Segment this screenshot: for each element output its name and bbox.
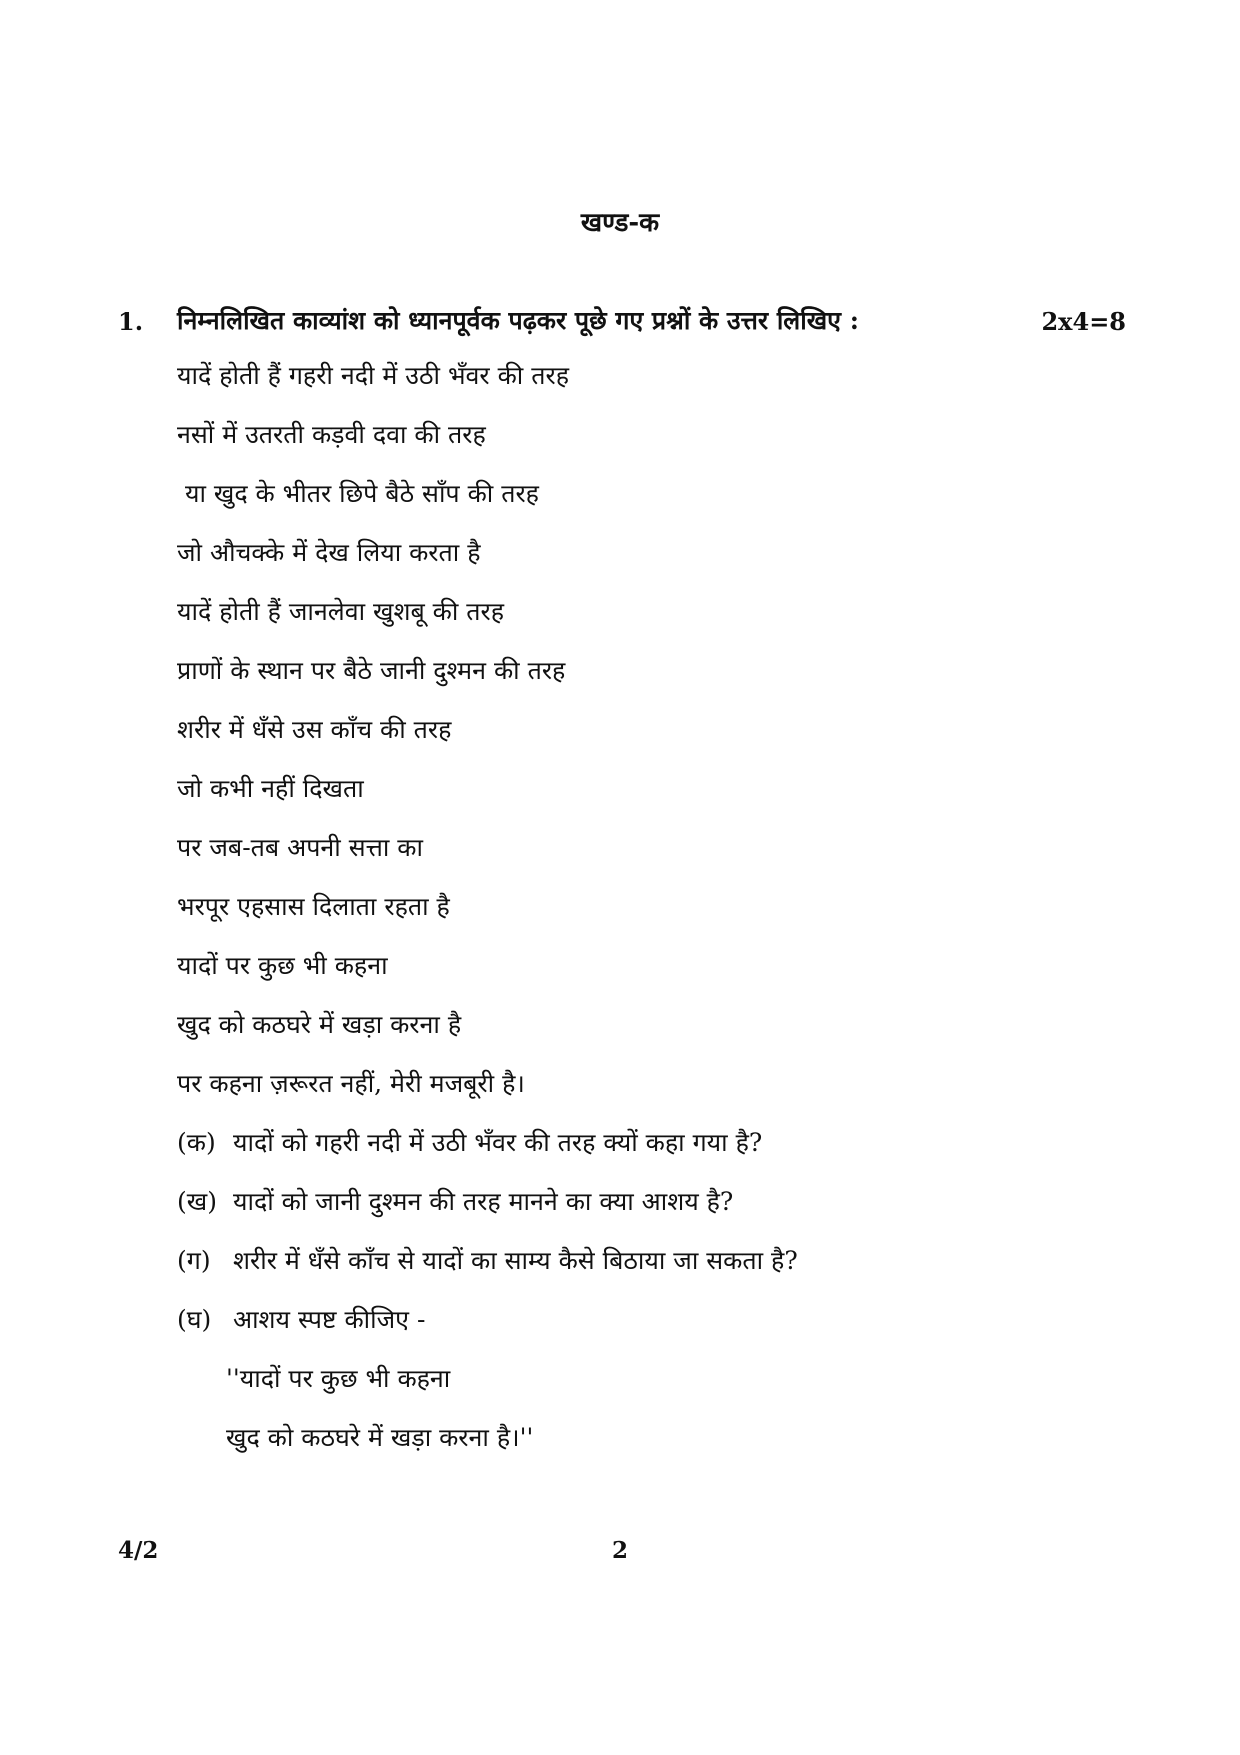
sub-question	[177, 1302, 425, 1336]
sub-question-text: यादों को जानी दुश्मन की तरह मानने का क्या आशय है?	[233, 1187, 734, 1216]
page-number: 2	[611, 1537, 628, 1564]
question-instruction: निम्नलिखित काव्यांश को ध्यानपूर्वक पढ़कर पूछे गए प्रश्नों के उत्तर लिखिए :	[177, 306, 859, 335]
poem-line: यादें होती हैं गहरी नदी में उठी भँवर की तरह	[177, 361, 569, 390]
sub-question	[177, 1125, 762, 1159]
poem-line: खुद को कठघरे में खड़ा करना है	[177, 1010, 462, 1039]
poem-line: जो औचक्के में देख लिया करता है	[177, 538, 481, 567]
poem-line: पर कहना ज़रूरत नहीं, मेरी मजबूरी है।	[177, 1069, 525, 1098]
sub-question-label: (क)	[177, 1128, 216, 1157]
section-title: खण्ड-क	[580, 208, 660, 238]
poem-line: जो कभी नहीं दिखता	[177, 774, 364, 803]
quote-line: खुद को कठघरे में खड़ा करना है।''	[226, 1423, 534, 1452]
sub-question-label: (ख)	[177, 1187, 217, 1216]
question-marks: 2x4=8	[1041, 307, 1126, 336]
sub-question	[177, 1184, 733, 1218]
poem-line: प्राणों के स्थान पर बैठे जानी दुश्मन की तरह	[177, 656, 566, 685]
sub-question-text: आशय स्पष्ट कीजिए -	[233, 1305, 426, 1334]
poem-line: यादें होती हैं जानलेवा खुशबू की तरह	[177, 597, 505, 626]
poem-line: या खुद के भीतर छिपे बैठे साँप की तरह	[177, 479, 539, 508]
sub-question	[177, 1243, 798, 1277]
poem-line: पर जब-तब अपनी सत्ता का	[177, 833, 423, 862]
poem-line: यादों पर कुछ भी कहना	[177, 951, 388, 980]
poem-line: भरपूर एहसास दिलाता रहता है	[177, 892, 450, 921]
poem-line: नसों में उतरती कड़वी दवा की तरह	[177, 420, 486, 449]
question-number: 1.	[118, 307, 144, 336]
sub-question-label: (घ)	[177, 1305, 212, 1334]
sub-question-text: यादों को गहरी नदी में उठी भँवर की तरह क्यों कहा गया है?	[233, 1128, 763, 1157]
paper-code: 4/2	[118, 1537, 159, 1564]
poem-line: शरीर में धँसे उस काँच की तरह	[177, 715, 452, 744]
sub-question-text: शरीर में धँसे काँच से यादों का साम्य कैसे बिठाया जा सकता है?	[233, 1246, 798, 1275]
quote-line: ''यादों पर कुछ भी कहना	[226, 1364, 451, 1393]
sub-question-label: (ग)	[177, 1246, 211, 1275]
